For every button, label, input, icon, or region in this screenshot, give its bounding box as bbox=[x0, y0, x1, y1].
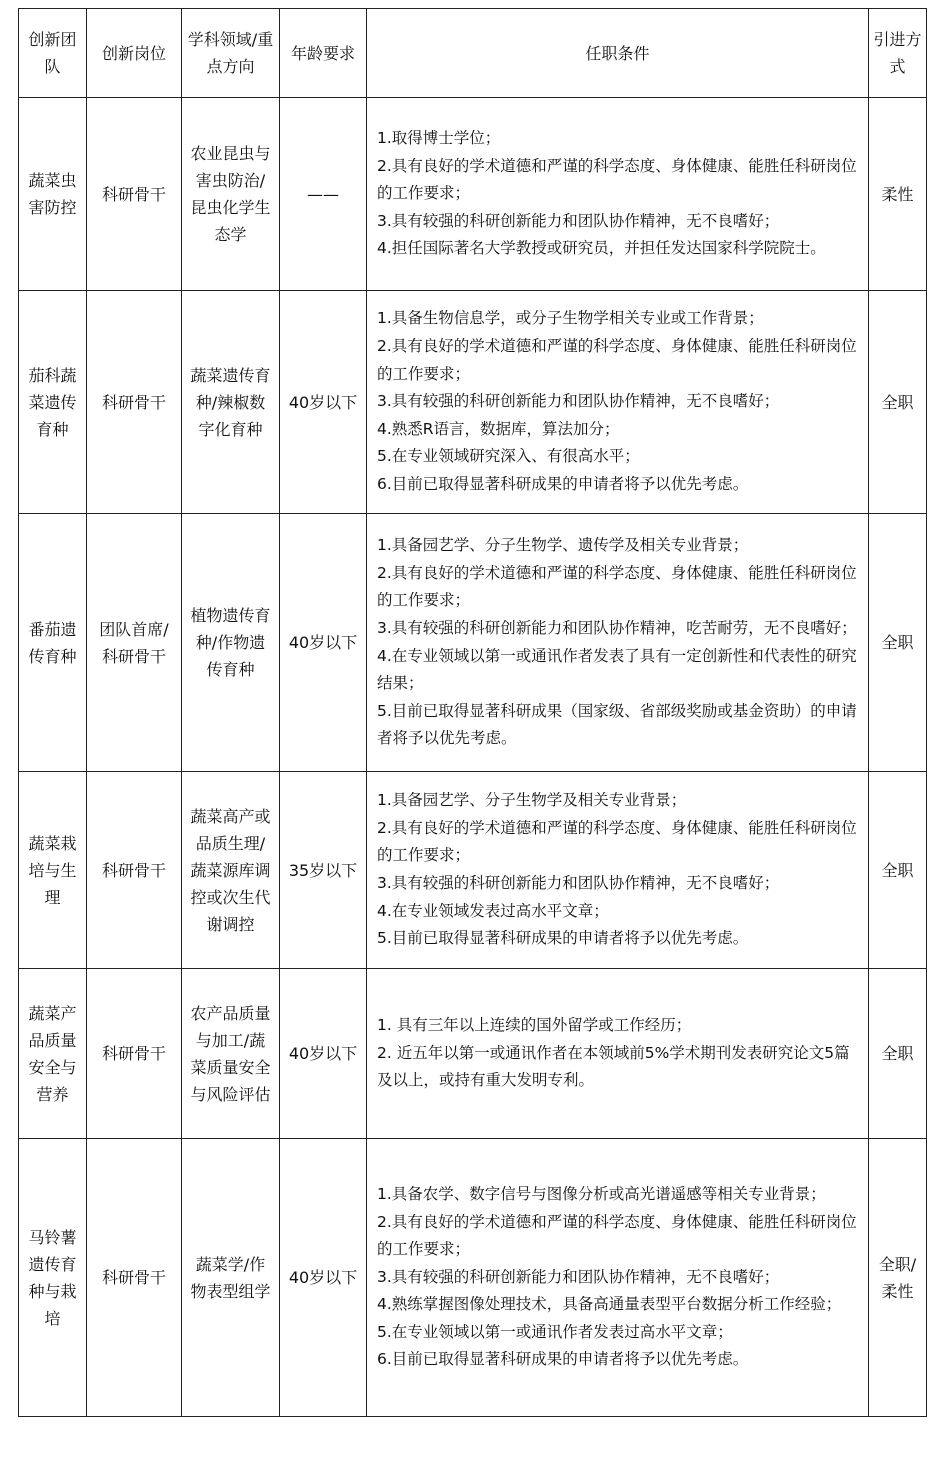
recruitment-table bbox=[18, 8, 927, 1417]
team-cell: 蔬菜产品质量安全与营养 bbox=[19, 969, 87, 1139]
position-cell: 团队首席/科研骨干 bbox=[87, 514, 182, 772]
position-cell: 科研骨干 bbox=[87, 772, 182, 969]
requirement-item: 5.在专业领域以第一或通讯作者发表过高水平文章； bbox=[377, 1322, 733, 1341]
requirement-item: 3.具有较强的科研创新能力和团队协作精神，无不良嗜好； bbox=[377, 211, 780, 230]
requirement-item: 3.具有较强的科研创新能力和团队协作精神，无不良嗜好； bbox=[377, 392, 780, 411]
requirement-item: 4.熟练掌握图像处理技术，具备高通量表型平台数据分析工作经验； bbox=[377, 1295, 842, 1314]
requirement-item: 1.具备园艺学、分子生物学及相关专业背景； bbox=[377, 791, 687, 810]
mode-cell: 全职 bbox=[869, 291, 927, 514]
table-row bbox=[19, 1139, 927, 1417]
team-cell: 蔬菜虫害防控 bbox=[19, 98, 87, 291]
requirement-item: 2. 近五年以第一或通讯作者在本领域前5%学术期刊发表研究论文5篇及以上，或持有重大发明专利。 bbox=[377, 1043, 850, 1090]
table-row bbox=[19, 98, 927, 291]
requirements-cell bbox=[367, 772, 869, 969]
field-cell: 农业昆虫与害虫防治/昆虫化学生态学 bbox=[182, 98, 280, 291]
age-cell: 40岁以下 bbox=[280, 291, 367, 514]
requirement-item: 1.具备园艺学、分子生物学、遗传学及相关专业背景； bbox=[377, 536, 749, 555]
header-row bbox=[19, 9, 927, 98]
requirement-item: 3.具有较强的科研创新能力和团队协作精神，无不良嗜好； bbox=[377, 874, 780, 892]
age-cell: —— bbox=[280, 98, 367, 291]
requirement-item: 5.目前已取得显著科研成果的申请者将予以优先考虑。 bbox=[377, 929, 749, 948]
requirement-item: 2.具有良好的学术道德和严谨的科学态度、身体健康、能胜任科研岗位的工作要求； bbox=[377, 337, 857, 383]
header-field: 学科领域/重点方向 bbox=[182, 9, 280, 98]
age-cell: 40岁以下 bbox=[280, 969, 367, 1139]
requirements-cell bbox=[367, 1139, 869, 1417]
team-cell: 蔬菜栽培与生理 bbox=[19, 772, 87, 969]
header-age: 年龄要求 bbox=[280, 9, 367, 98]
mode-cell: 全职/柔性 bbox=[869, 1139, 927, 1417]
field-cell: 蔬菜学/作物表型组学 bbox=[182, 1139, 280, 1417]
requirement-item: 2.具有良好的学术道德和严谨的科学态度、身体健康、能胜任科研岗位的工作要求； bbox=[377, 1212, 857, 1259]
age-cell: 40岁以下 bbox=[280, 514, 367, 772]
requirement-item: 1.具备生物信息学，或分子生物学相关专业或工作背景； bbox=[377, 309, 764, 328]
requirements-cell bbox=[367, 98, 869, 291]
header-mode: 引进方式 bbox=[869, 9, 927, 98]
requirement-item: 4.在专业领域发表过高水平文章； bbox=[377, 901, 609, 920]
header-team: 创新团队 bbox=[19, 9, 87, 98]
header-requirements: 任职条件 bbox=[367, 9, 869, 98]
position-cell: 科研骨干 bbox=[87, 969, 182, 1139]
requirement-item: 2.具有良好的学术道德和严谨的科学态度、身体健康、能胜任科研岗位的工作要求； bbox=[377, 818, 857, 865]
field-cell: 植物遗传育种/作物遗传育种 bbox=[182, 514, 280, 772]
mode-cell: 柔性 bbox=[869, 98, 927, 291]
team-cell: 番茄遗传育种 bbox=[19, 514, 87, 772]
requirement-item: 3.具有较强的科研创新能力和团队协作精神，无不良嗜好； bbox=[377, 1267, 780, 1286]
age-cell: 40岁以下 bbox=[280, 1139, 367, 1417]
requirements-cell bbox=[367, 291, 869, 514]
mode-cell: 全职 bbox=[869, 969, 927, 1139]
requirement-item: 4.在专业领域以第一或通讯作者发表了具有一定创新性和代表性的研究结果； bbox=[377, 646, 857, 693]
requirement-item: 6.目前已取得显著科研成果的申请者将予以优先考虑。 bbox=[377, 1350, 749, 1369]
requirement-item: 4.担任国际著名大学教授或研究员，并担任发达国家科学院院士。 bbox=[377, 239, 826, 258]
header-position: 创新岗位 bbox=[87, 9, 182, 98]
requirement-item: 5.目前已取得显著科研成果（国家级、省部级奖励或基金资助）的申请者将予以优先考虑。 bbox=[377, 701, 857, 748]
table-row bbox=[19, 291, 927, 514]
position-cell: 科研骨干 bbox=[87, 291, 182, 514]
requirement-item: 1.取得博士学位； bbox=[377, 129, 501, 148]
requirements-cell bbox=[367, 969, 869, 1139]
position-cell: 科研骨干 bbox=[87, 1139, 182, 1417]
requirement-item: 2.具有良好的学术道德和严谨的科学态度、身体健康、能胜任科研岗位的工作要求； bbox=[377, 563, 857, 610]
requirement-item: 1. 具有三年以上连续的国外留学或工作经历； bbox=[377, 1016, 692, 1035]
team-cell: 马铃薯遗传育种与栽培 bbox=[19, 1139, 87, 1417]
requirement-item: 5.在专业领域研究深入、有很高水平； bbox=[377, 447, 640, 466]
position-cell: 科研骨干 bbox=[87, 98, 182, 291]
table-row bbox=[19, 969, 927, 1139]
requirement-item: 6.目前已取得显著科研成果的申请者将予以优先考虑。 bbox=[377, 474, 749, 493]
requirement-item: 4.熟悉R语言，数据库，算法加分； bbox=[377, 419, 620, 438]
field-cell: 蔬菜高产或品质生理/蔬菜源库调控或次生代谢调控 bbox=[182, 772, 280, 969]
mode-cell: 全职 bbox=[869, 514, 927, 772]
requirements-cell bbox=[367, 514, 869, 772]
table-row bbox=[19, 514, 927, 772]
team-cell: 茄科蔬菜遗传育种 bbox=[19, 291, 87, 514]
field-cell: 农产品质量与加工/蔬菜质量安全与风险评估 bbox=[182, 969, 280, 1139]
requirement-item: 2.具有良好的学术道德和严谨的科学态度、身体健康、能胜任科研岗位的工作要求； bbox=[377, 156, 857, 203]
requirement-item: 3.具有较强的科研创新能力和团队协作精神，吃苦耐劳，无不良嗜好； bbox=[377, 618, 857, 637]
requirement-item: 1.具备农学、数字信号与图像分析或高光谱遥感等相关专业背景； bbox=[377, 1184, 826, 1203]
age-cell: 35岁以下 bbox=[280, 772, 367, 969]
mode-cell: 全职 bbox=[869, 772, 927, 969]
field-cell: 蔬菜遗传育种/辣椒数字化育种 bbox=[182, 291, 280, 514]
table-row bbox=[19, 772, 927, 969]
